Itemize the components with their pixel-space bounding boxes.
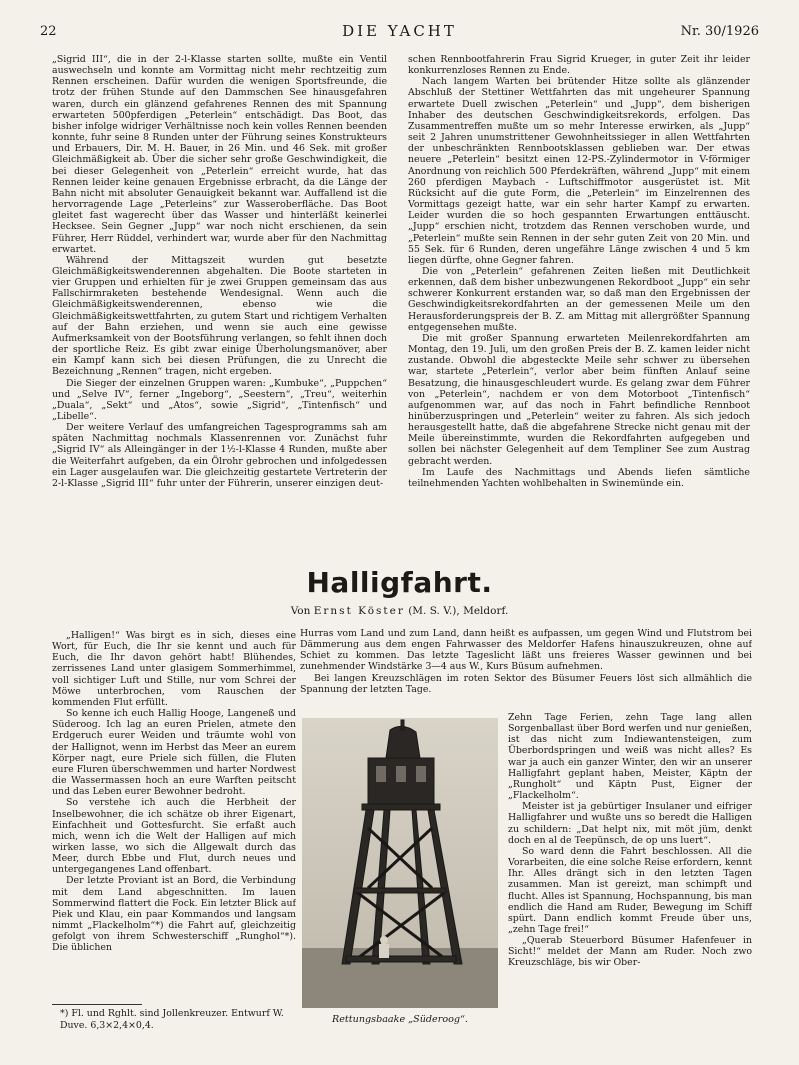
bottom-left-column bbox=[52, 630, 296, 998]
paragraph: Die mit großer Spannung erwarteten Meilenrekordfahrten am Montag, den 19. Juli, um den großen Preis der B. Z. kamen leider nicht zustande. Obwohl die abgesteckte Meile sehr schwer zu übersehen war, startete „Peterlein“, verlor aber beim fünften Anlauf seine Besatzung, die hinausgeschleudert wurde. Es gelang zwar dem Führer von „Peterlein“, nachdem er von dem Motorboot „Tintenfisch“ aufgenommen war, auf das noch in Fahrt befindliche Rennboot hinüberzuspringen und „Peterlein“ weiter zu fahren. Als sich jedoch herausgestellt hatte, daß die abgefahrene Strecke nicht genau mit der Meile übereinstimmte, wurden die Rekordfahrten aufgegeben und sollen bei nächster Gelegenheit auf dem Templiner See zum Austrag gebracht werden. bbox=[408, 332, 750, 467]
author-affiliation: (M. S. V.), Meldorf. bbox=[408, 605, 509, 617]
article-title: Halligfahrt. bbox=[306, 566, 493, 599]
top-left-column bbox=[52, 54, 387, 544]
paragraph: Hurras vom Land und zum Land, dann heißt es aufpassen, um gegen Wind und Flutstrom bei Dämmerung aus dem engen Fahrwasser des Meldorfer Hafens hinauszukreuzen, ohne auf Schiet zu kommen. Das letzte Tageslicht läßt uns freieres Wasser gewinnen und bei zunehmender Windstärke 3—4 aus W., Kurs Büsum aufnehmen. bbox=[300, 628, 752, 673]
byline-prefix: Von bbox=[290, 605, 311, 617]
paragraph: schen Rennbootfahrerin Frau Sigrid Krueger, in guter Zeit ihr leider konkurrenzloses Rennen zu Ende. bbox=[408, 54, 750, 77]
paragraph: Die Sieger der einzelnen Gruppen waren: „Kumbuke“, „Puppchen“ und „Selve IV“, ferner „Ingeborg“, „Seestern“, „Treu“, weiterhin „Duala“, „Sekt“ und „Atos“, sowie „Sigrid“, „Tintenfisch“ und „Libelle“. bbox=[52, 377, 387, 422]
paragraph: „Sigrid III“, die in der 2-l-Klasse starten sollte, mußte ein Ventil auswechseln und konnte am Vormittag nicht mehr rechtzeitig zum Rennen erscheinen. Dafür wurden die wenigen Sportsfreunde, die trotz der frühen Stunde auf den Dammschen See hinausgefahren waren, durch ein glänzend gefahrenes Rennen des mit Spannung erwarteten 500pferdigen „Peterlein“ entschädigt. Das Boot, das bisher infolge widriger Verhältnisse noch kein volles Rennen beenden konnte, fuhr seine 8 Runden unter der Führung seines Konstrukteurs und Erbauers, Dir. M. H. Bauer, in 26 Min. und 46 Sek. mit großer Gleichmäßigkeit ab. Über die sicher sehr große Geschwindigkeit, die bei dieser Gelegenheit von „Peterlein“ erreicht wurde, hat das Rennen leider keine genauen Ergebnisse erbracht, da die Länge der Bahn nicht mit absoluter Genauigkeit bekannt war. Auffallend ist die hervorragende Lage „Peterleins“ zur Wasseroberfläche. Das Boot gleitet fast wagerecht über das Wasser und hinterläßt keinerlei Hecksee. Sein Gegner „Jupp“ war noch nicht erschienen, da sein Führer, Herr Rüddel, verhindert war, wurde aber für den Nachmittag erwartet. bbox=[52, 54, 387, 255]
bottom-right-upper-text bbox=[300, 628, 752, 718]
bottom-right-column bbox=[508, 712, 752, 1057]
paragraph: So ward denn die Fahrt beschlossen. All die Vorarbeiten, die eine solche Reise erfordern, kennt Ihr. Alles drängt sich in den letzten Tagen zusammen. Man ist gereizt, man schimpft und flucht. Alles ist Spannung, Hochspannung, bis man endlich die Hand am Ruder, Bewegung im Schiff spürt. Dann endlich kommt Freude über uns, „zehn Tage frei!“ bbox=[508, 845, 752, 935]
paragraph: Zehn Tage Ferien, zehn Tage lang allen Sorgenballast über Bord werfen und nur genießen, ist das nicht zum Indiewantensteigen, zum Überbordspringen und weiß was nicht alles? Es war ja auch ein ganzer Winter, den wir an unserer Halligfahrt geplant haben, Meister, Käptn der „Rungholt“ und Käptn Pust, Eigner der „Flackelholm“. bbox=[508, 712, 752, 802]
running-title: DIE YACHT bbox=[342, 22, 457, 40]
issue-number: Nr. 30/1926 bbox=[680, 24, 759, 39]
paragraph: „Halligen!“ Was birgt es in sich, dieses eine Wort, für Euch, die Ihr sie kennt und auch für Euch, die Ihr davon gehört habt! Blühendes, zerrissenes Land unter glasigem Sommerhimmel, voll sichtiger Luft und Stille, nur vom Schrei der Möwe unterbrochen, vom Rauschen der kommenden Flut erfüllt. bbox=[52, 630, 296, 708]
paragraph: Nach langem Warten bei brütender Hitze sollte als glänzender Abschluß der Stettiner Wettfahrten das mit ungeheurer Spannung erwartete Duell zwischen „Peterlein“ und „Jupp“, dem bisherigen Inhaber des deutschen Geschwindigkeitsrekords, erfolgen. Das Zusammentreffen mußte um so mehr Interesse erwirken, als „Jupp“ seit 2 Jahren unumstrittener Gewohnheitssieger in allen Wettfahrten der unbeschränkten Rennbootsklassen geblieben war. Der etwas neuere „Peterlein“ besitzt einen 12-PS.-Zylindermotor in V-förmiger Anordnung von reichlich 500 Pferdekräften, während „Jupp“ mit einem 260 pferdigen Maybach - Luftschiffmotor ausgerüstet ist. Mit Rücksicht auf die gute Form, die „Peterlein“ im Einzelrennen des Vormittags gezeigt hatte, war ein sehr harter Kampf zu erwarten. Leider wurden die so hoch gespannten Erwartungen enttäuscht. „Jupp“ erschien nicht, trotzdem das Rennen verschoben wurde, und „Peterlein“ mußte sein Rennen in der sehr guten Zeit von 20 Min. und 55 Sek. für 6 Runden, deren ungefähre Länge zwischen 4 und 5 km liegen dürfte, ohne Gegner fahren. bbox=[408, 76, 750, 266]
footnote: *) Fl. und Rghlt. sind Jollenkreuzer. Entwurf W. Duve. 6,3×2,4×0,4. bbox=[60, 1008, 284, 1031]
author-name: Ernst Köster bbox=[313, 605, 405, 617]
beacon-photo bbox=[302, 718, 498, 1008]
paragraph: Die von „Peterlein“ gefahrenen Zeiten ließen mit Deutlichkeit erkennen, daß dem bisher unbezwungenen Rekordboot „Jupp“ ein sehr schwerer Konkurrent erstanden war, so daß man den Ergebnissen der Geschwindigkeitsrekordfahrten an der gemessenen Meile um den Herausforderungspreis der B. Z. am Mittag mit allergrößter Spannung entgegensehen mußte. bbox=[408, 265, 750, 333]
paragraph: Während der Mittagszeit wurden gut besetzte Gleichmäßigkeitswenderennen abgehalten. Die Boote starteten in vier Gruppen und erhielten für je zwei Gruppen gemeinsam das aus Fallschirmraketen bestehende Wendesignal. Wenn auch die Gleichmäßigkeitswenderennen, ebenso wie die Gleichmäßigkeitswettfahrten, zu gutem Start und richtigem Verhalten auf der Bahn erziehen, und wenn sie auch eine gewisse Aufmerksamkeit von der Bootsführung verlangen, so fehlt ihnen doch der sportliche Reiz. Es gibt zwar einige Überholungsmanöver, aber ein Kampf kann sich bei diesen Prüfungen, die zu Unrecht die Bezeichnung „Rennen“ tragen, nicht ergeben. bbox=[52, 254, 387, 378]
byline bbox=[0, 605, 799, 617]
footnote-divider bbox=[52, 1004, 142, 1005]
paragraph: So verstehe ich auch die Herbheit der Inselbewohner, die ich schätze ob ihrer Eigenart, Einfachheit und Gottesfurcht. Sie erfaßt auch mich, wenn ich die Welt der Halligen auf mich wirken lasse, wo sich die Allgewalt durch das Meer, durch Ebbe und Flut, durch neues und untergegangenes Land offenbart. bbox=[52, 797, 296, 876]
paragraph: Bei langen Kreuzschlägen im roten Sektor des Büsumer Feuers löst sich allmählich die Spannung der letzten Tage. bbox=[300, 672, 752, 695]
photo-caption: Rettungsbaake „Süderoog“. bbox=[332, 1014, 468, 1025]
paragraph: Der letzte Proviant ist an Bord, die Verbindung mit dem Land abgeschnitten. Im lauen Sommerwind flattert die Fock. Ein letzter Blick auf Piek und Klau, ein paar Kommandos und langsam nimmt „Flackelholm“*) die Fahrt auf, gleichzeitig gefolgt von ihrem Schwesterschiff „Runghol“*). Die üblichen bbox=[52, 875, 296, 954]
paragraph: Meister ist ja gebürtiger Insulaner und eifriger Halligfahrer und wußte uns so beredt die Halligen zu schildern: „Dat helpt nix, mit möt jüm, denkt doch en al de Teepünsch, de op uns luert“. bbox=[508, 801, 752, 846]
paragraph: Der weitere Verlauf des umfangreichen Tagesprogramms sah am späten Nachmittag nochmals Klassenrennen vor. Zunächst fuhr „Sigrid IV“ als Alleingänger in der 1½-l-Klasse 4 Runden, mußte aber die Weiterfahrt aufgeben, da ein Ölrohr gebrochen und infolgedessen ein Lager ausgelaufen war. Die gleichzeitig gestartete Vertreterin der 2-l-Klasse „Sigrid III“ fuhr unter der Führerin, unserer einzigen deut- bbox=[52, 422, 387, 489]
paragraph: Im Laufe des Nachmittags und Abends liefen sämtliche teilnehmenden Yachten wohlbehalten in Swinemünde ein. bbox=[408, 466, 750, 489]
page-number: 22 bbox=[40, 24, 57, 39]
top-right-column bbox=[408, 54, 750, 544]
beacon-illustration bbox=[302, 718, 498, 1008]
paragraph: „Querab Steuerbord Büsumer Hafenfeuer in Sicht!“ meldet der Mann am Ruder. Noch zwo Kreuzschläge, bis wir Ober- bbox=[508, 935, 752, 969]
paragraph: So kenne ich euch Hallig Hooge, Langeneß und Süderoog. Ich lag an euren Prielen, atmete den Erdgeruch eurer Weiden und träumte wohl von der Hallignot, wenn im Herbst das Meer an eurem Körper nagt, eure Priele sich füllen, die Fluten eure Fluren überschwemmen und harter Nordwest die Wassermassen hoch an eure Warften peitscht und das Leben eurer Bewohner bedroht. bbox=[52, 708, 296, 798]
